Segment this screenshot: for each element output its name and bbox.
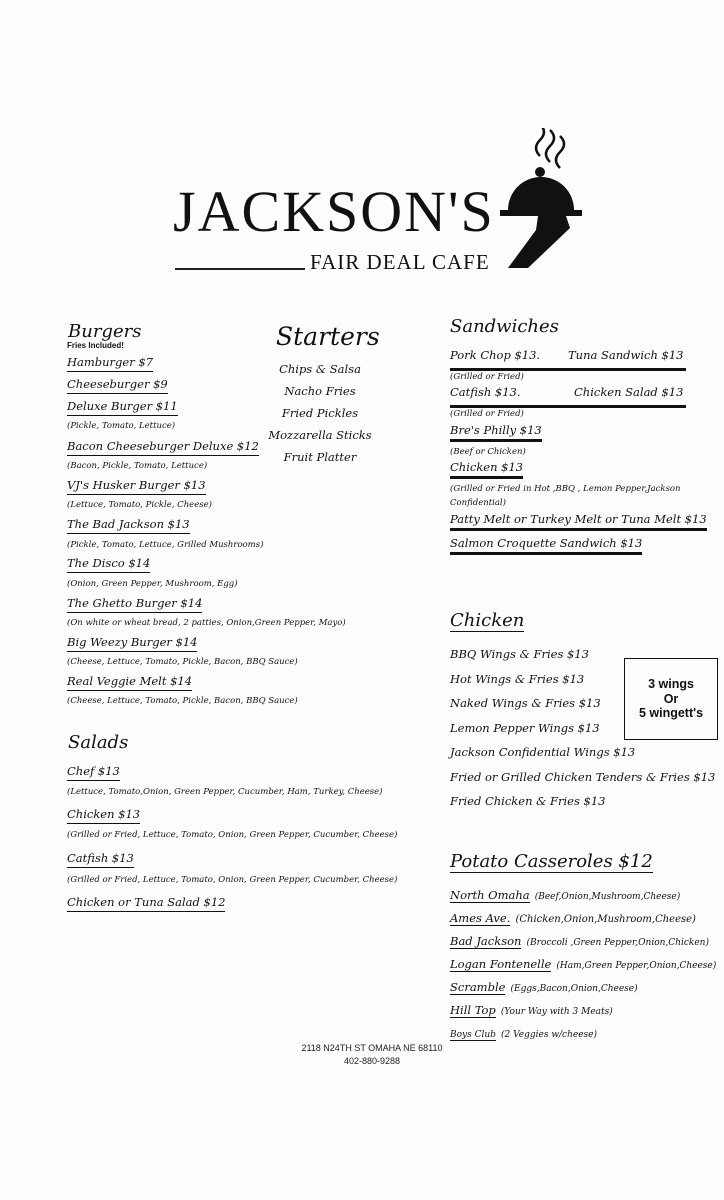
casserole-row [450, 953, 716, 976]
sandwich-item: Bre's Philly $13 [450, 424, 542, 442]
sandwich-item: Tuna Sandwich $13 [568, 348, 684, 362]
casserole-name: Logan Fontenelle [450, 957, 552, 971]
sandwich-item: Chicken Salad $13 [574, 385, 684, 399]
burger-item: Hamburger $7 [67, 356, 153, 372]
sandwich-detail: (Grilled or Fried) [450, 409, 524, 419]
burger-detail: (Onion, Green Pepper, Mushroom, Egg) [67, 579, 238, 589]
burger-detail: (Bacon, Pickle, Tomato, Lettuce) [67, 461, 208, 471]
sandwich-row [450, 348, 686, 371]
casserole-name: Bad Jackson [450, 934, 522, 948]
chicken-item: Jackson Confidential Wings $13 [450, 745, 636, 759]
salads-heading: Salads [68, 732, 129, 753]
sandwich-item: Salmon Croquette Sandwich $13 [450, 537, 642, 555]
starter-item: Fried Pickles [281, 406, 359, 420]
sandwich-detail: Confidential) [450, 498, 506, 508]
casserole-detail: (Eggs,Bacon,Onion,Cheese) [510, 984, 638, 994]
sandwich-item: Catfish $13. [450, 385, 521, 399]
casserole-row [450, 884, 716, 907]
burger-item: Real Veggie Melt $14 [67, 675, 192, 691]
casserole-detail: (2 Veggies w/cheese) [501, 1030, 598, 1040]
starters-list [262, 358, 378, 468]
phone-number: 402-880-9288 [343, 1056, 401, 1066]
casserole-row [450, 976, 716, 999]
burger-detail: (Cheese, Lettuce, Tomato, Pickle, Bacon, BBQ Sauce) [67, 657, 298, 667]
casserole-detail: (Broccoli ,Green Pepper,Onion,Chicken) [526, 938, 709, 948]
casserole-detail: (Chicken,Onion,Mushroom,Cheese) [515, 914, 696, 925]
sandwich-item: Pork Chop $13. [450, 348, 541, 362]
casserole-name: Boys Club [450, 1030, 496, 1040]
burger-item: The Ghetto Burger $14 [67, 597, 202, 613]
chicken-item: Hot Wings & Fries $13 [450, 671, 585, 686]
burger-item: Bacon Cheeseburger Deluxe $12 [67, 440, 259, 456]
sandwich-detail: (Beef or Chicken) [450, 447, 526, 457]
burger-detail: (On white or wheat bread, 2 patties, Onion,Green Pepper, Mayo) [67, 618, 346, 628]
salad-detail: (Lettuce, Tomato,Onion, Green Pepper, Cucumber, Ham, Turkey, Cheese) [67, 787, 383, 797]
casserole-name: Hill Top [450, 1003, 496, 1017]
casserole-name: Ames Ave. [450, 911, 511, 925]
address: 2118 N24TH ST OMAHA NE 68110 [301, 1043, 443, 1053]
chicken-item: Lemon Pepper Wings $13 [450, 720, 600, 735]
casserole-row [450, 999, 716, 1022]
casserole-name: Scramble [450, 980, 506, 994]
casserole-row [450, 907, 716, 930]
logo-subtitle: FAIR DEAL CAFE [310, 250, 490, 274]
salad-detail: (Grilled or Fried, Lettuce, Tomato, Onion, Green Pepper, Cucumber, Cheese) [67, 875, 398, 885]
chicken-item: Fried Chicken & Fries $13 [450, 794, 606, 808]
burger-item: Deluxe Burger $11 [67, 400, 178, 416]
sandwich-row [450, 385, 686, 408]
casserole-detail: (Your Way with 3 Meats) [500, 1007, 613, 1017]
starter-item: Mozzarella Sticks [268, 428, 372, 442]
burgers-heading: Burgers [68, 321, 142, 342]
chicken-item: Fried or Grilled Chicken Tenders & Fries $13 [450, 769, 716, 784]
casserole-row [450, 1022, 716, 1045]
fries-included-note: Fries Included! [67, 341, 124, 350]
logo-title: JACKSON'S [173, 179, 495, 244]
casserole-detail: (Ham,Green Pepper,Onion,Cheese) [556, 961, 717, 971]
casserole-row [450, 930, 716, 953]
logo-divider [175, 268, 305, 270]
starters-heading: Starters [276, 322, 380, 351]
chicken-heading: Chicken [450, 610, 525, 631]
burger-detail: (Pickle, Tomato, Lettuce, Grilled Mushrooms) [67, 540, 264, 550]
casseroles-heading: Potato Casseroles $12 [450, 851, 653, 872]
wings-note-line: 5 wingett's [638, 706, 704, 721]
burger-item: Big Weezy Burger $14 [67, 636, 197, 652]
burger-item: VJ's Husker Burger $13 [67, 479, 206, 495]
burger-item: Cheeseburger $9 [67, 378, 168, 394]
starter-item: Nacho Fries [284, 384, 356, 398]
cloche-serving-hand-icon [478, 128, 593, 277]
casseroles-list [450, 884, 716, 1045]
salad-detail: (Grilled or Fried, Lettuce, Tomato, Onion, Green Pepper, Cucumber, Cheese) [67, 830, 398, 840]
burger-item: The Disco $14 [67, 557, 150, 573]
salad-item: Chef $13 [67, 765, 120, 781]
burger-detail: (Pickle, Tomato, Lettuce) [67, 421, 176, 431]
sandwich-detail: (Grilled or Fried) [450, 372, 524, 382]
burger-detail: (Lettuce, Tomato, Pickle, Cheese) [67, 500, 212, 510]
casserole-detail: (Beef,Onion,Mushroom,Cheese) [534, 892, 681, 902]
starter-item: Chips & Salsa [279, 362, 361, 376]
salad-item: Catfish $13 [67, 852, 134, 868]
wings-note-line: Or [663, 691, 679, 706]
salad-item: Chicken $13 [67, 808, 140, 824]
wings-note-box [624, 658, 718, 740]
burger-item: The Bad Jackson $13 [67, 518, 190, 534]
chicken-item: Naked Wings & Fries $13 [450, 696, 601, 710]
burger-detail: (Cheese, Lettuce, Tomato, Pickle, Bacon, BBQ Sauce) [67, 696, 298, 706]
chicken-item: BBQ Wings & Fries $13 [450, 647, 589, 661]
sandwiches-heading: Sandwiches [450, 316, 559, 337]
wings-note-line: 3 wings [648, 677, 694, 692]
sandwich-item: Patty Melt or Turkey Melt or Tuna Melt $13 [450, 513, 707, 531]
casserole-name: North Omaha [450, 888, 530, 902]
starter-item: Fruit Platter [283, 450, 357, 464]
sandwich-item: Chicken $13 [450, 461, 523, 479]
sandwich-detail: (Grilled or Fried in Hot ,BBQ , Lemon Pepper,Jackson [450, 484, 681, 494]
salad-item: Chicken or Tuna Salad $12 [67, 896, 225, 912]
